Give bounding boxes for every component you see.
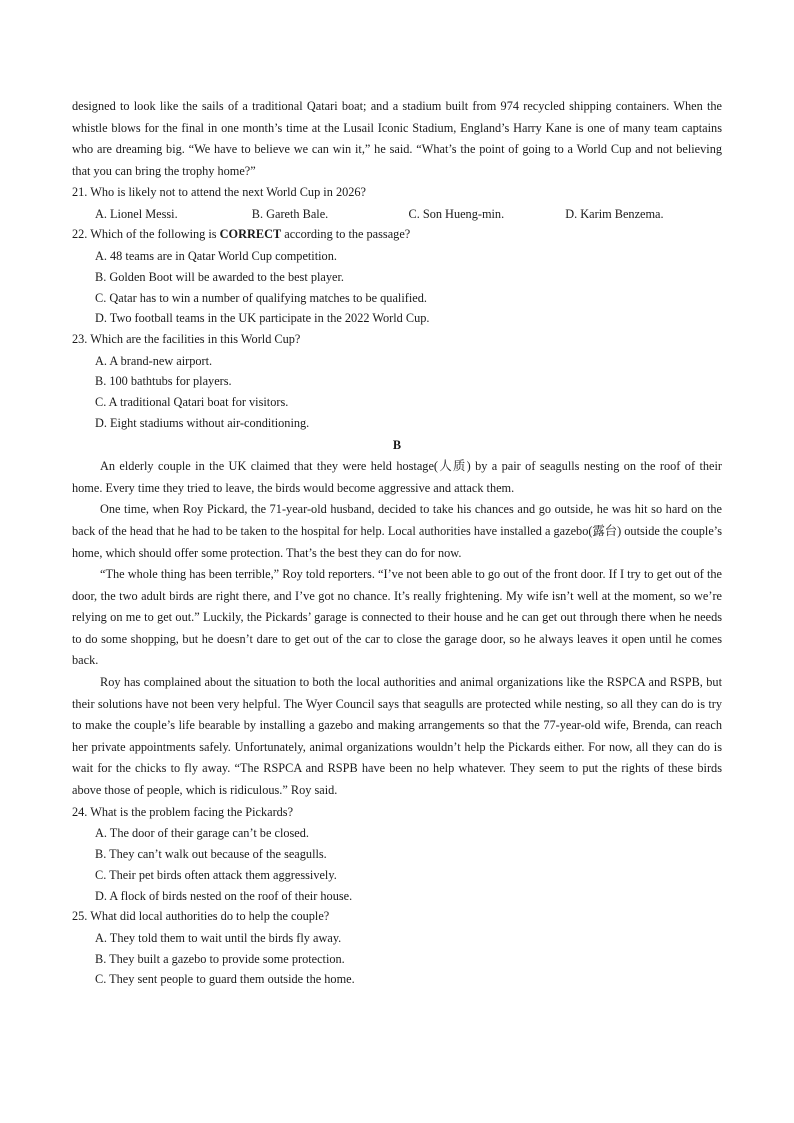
question-22-stem (72, 224, 722, 245)
exam-page (72, 96, 722, 990)
section-b-heading: B (392, 438, 402, 453)
section-b-paragraph-1: An elderly couple in the UK claimed that they were held hostage(人质) by a pair of seagulls nesting on the roof of their home. Every time they tried to leave, the birds would become aggressive and attack them. (72, 459, 722, 495)
question-24-option-c: C. Their pet birds often attack them aggressively. (95, 867, 337, 882)
question-23-stem: 23. Which are the facilities in this World Cup? (72, 332, 301, 347)
question-22-option-d: D. Two football teams in the UK participate in the 2022 World Cup. (95, 311, 430, 326)
section-b-paragraph-4: Roy has complained about the situation to both the local authorities and animal organizations like the RSPCA and RSPB, but their solutions have not been very helpful. The Wyer Council says that seagulls are protected while nesting, so all they can do is try to make the couple’s life bearable by installing a gazebo and making arrangements so that the 77-year-old wife, Brenda, can reach her private appointments safely. Unfortunately, animal organizations wouldn’t help the Pickards either. For now, all they can do is wait for the chicks to fly away. “The RSPCA and RSPB have been no help whatever. They seem to put the rights of these birds above those of people, which is ridiculous.” Roy said. (72, 675, 722, 798)
question-23-option-b: B. 100 bathtubs for players. (95, 374, 232, 389)
question-23-option-a: A. A brand-new airport. (95, 353, 213, 368)
question-23-option-d: D. Eight stadiums without air-conditioning. (95, 416, 310, 431)
question-24-option-d: D. A flock of birds nested on the roof of their house. (95, 888, 353, 903)
question-22-option-a: A. 48 teams are in Qatar World Cup competition. (95, 248, 337, 263)
intro-paragraph: designed to look like the sails of a traditional Qatari boat; and a stadium built from 974 recycled shipping containers. When the whistle blows for the final in one month’s time at the Lusail Iconic Stadium, England’s Harry Kane is one of many team captains who are dreaming big. “We have to believe we can win it,” he said. “What’s the point of going to a World Cup and not believing that you can bring the trophy home?” (72, 99, 722, 178)
question-21-option-b: B. Gareth Bale. (251, 206, 329, 221)
question-25-option-c: C. They sent people to guard them outside the home. (95, 972, 355, 987)
section-b-paragraph-2: One time, when Roy Pickard, the 71-year-old husband, decided to take his chances and go outside, he was hit so hard on the back of the head that he had to be taken to the hospital for help. Local authorities have installed a gazebo(露台) outside the couple’s home, which should offer some protection. That’s the best they can do for now. (72, 502, 722, 560)
question-24-option-a: A. The door of their garage can’t be closed. (95, 825, 309, 840)
question-22-stem-after: according to the passage? (281, 227, 411, 242)
question-21-option-c: C. Son Hueng-min. (408, 206, 505, 221)
question-22-stem-before: 22. Which of the following is (72, 227, 220, 242)
question-25-option-a: A. They told them to wait until the birds fly away. (95, 930, 342, 945)
question-22-option-c: C. Qatar has to win a number of qualifying matches to be qualified. (95, 290, 427, 305)
question-22-stem-bold: CORRECT (219, 227, 282, 242)
question-21-options (95, 204, 722, 225)
section-b-paragraph-3: “The whole thing has been terrible,” Roy told reporters. “I’ve not been able to go out of the front door. If I try to get out of the door, the two adult birds are right there, and I’ve got no chance. It’s really frightening. My wife isn’t well at the moment, so we’re relying on me to get out.” Luckily, the Pickards’ garage is connected to their house and he can get out through there when he needs to do some shopping, but he doesn’t dare to get out of the car to close the garage door, so he always leaves it open until he comes back. (72, 567, 722, 668)
question-22-option-b: B. Golden Boot will be awarded to the best player. (95, 269, 344, 284)
question-24-option-b: B. They can’t walk out because of the seagulls. (95, 846, 327, 861)
question-25-option-b: B. They built a gazebo to provide some protection. (95, 951, 345, 966)
question-23-option-c: C. A traditional Qatari boat for visitors. (95, 395, 289, 410)
question-24-stem: 24. What is the problem facing the Pickards? (72, 804, 294, 819)
question-21-stem: 21. Who is likely not to attend the next World Cup in 2026? (72, 185, 366, 200)
question-25-stem: 25. What did local authorities do to help the couple? (72, 909, 330, 924)
question-21-option-d: D. Karim Benzema. (565, 206, 664, 221)
question-21-option-a: A. Lionel Messi. (95, 206, 178, 221)
